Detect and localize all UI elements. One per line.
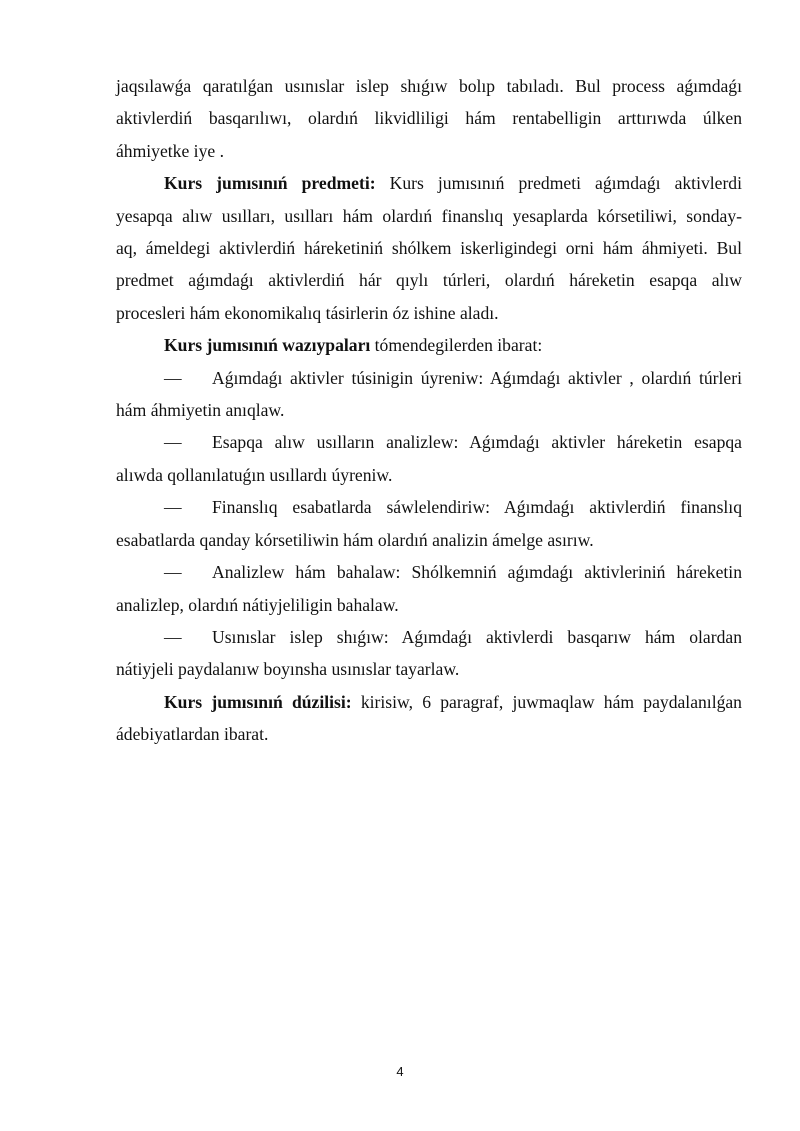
list-item xyxy=(116,362,742,427)
dash-bullet: — xyxy=(164,432,182,453)
dash-bullet: — xyxy=(164,562,182,583)
paragraph-line: áhmiyetke iye . xyxy=(116,140,224,161)
list-item-first-line xyxy=(116,621,742,653)
intro-paragraph xyxy=(116,70,742,167)
list-item-second-line: alıwda qollanılatuǵın usıllardı úyreniw. xyxy=(116,464,393,485)
paragraph-line xyxy=(116,686,742,718)
dash-bullet: — xyxy=(164,367,182,388)
subject-heading: Kurs jumısınıń predmeti: xyxy=(164,173,376,194)
list-item-text: Finanslıq esabatlarda sáwlelendiriw: Aǵımdaǵı aktivlerdiń finanslıq xyxy=(212,497,742,518)
list-item xyxy=(116,621,742,686)
paragraph-line: yesapqa alıw usılları, usılları hám olardıń finanslıq yesaplarda kórsetiliwi, sonday- xyxy=(116,205,742,226)
structure-text: kirisiw, 6 paragraf, juwmaqlaw hám paydalanılǵan xyxy=(351,691,742,712)
dash-bullet: — xyxy=(164,497,182,518)
dash-bullet: — xyxy=(164,626,182,647)
list-item-text: Aǵımdaǵı aktivler túsinigin úyreniw: Aǵımdaǵı aktivler , olardıń túrleri xyxy=(212,367,742,388)
structure-heading: Kurs jumısınıń dúzilisi: xyxy=(164,691,352,712)
page-number: 4 xyxy=(396,1064,404,1079)
list-item-second-line: analizlep, olardıń nátiyjeliligin bahalaw. xyxy=(116,594,399,615)
list-item xyxy=(116,556,742,621)
list-item-second-line: nátiyjeli paydalanıw boyınsha usınıslar tayarlaw. xyxy=(116,659,460,680)
list-item-text: Usınıslar islep shıǵıw: Aǵımdaǵı aktivlerdi basqarıw hám olardan xyxy=(212,626,742,647)
subject-paragraph xyxy=(116,167,742,329)
paragraph-line: ádebiyatlardan ibarat. xyxy=(116,724,269,745)
subject-text: Kurs jumısınıń predmeti aǵımdaǵı aktivlerdi xyxy=(375,173,742,194)
paragraph-line: aq, ámeldegi aktivlerdiń háreketiniń shólkem iskerligindegi orni hám áhmiyeti. Bul xyxy=(116,238,742,259)
list-item-text: Esapqa alıw usılların analizlew: Aǵımdaǵı aktivler háreketin esapqa xyxy=(212,432,742,453)
paragraph-line xyxy=(116,329,742,361)
paragraph-line xyxy=(116,167,742,199)
list-item xyxy=(116,426,742,491)
list-item xyxy=(116,491,742,556)
list-item-first-line xyxy=(116,362,742,394)
paragraph-line: jaqsılawǵa qaratılǵan usınıslar islep shıǵıw bolıp tabıladı. Bul process aǵımdaǵı xyxy=(116,76,742,96)
paragraph-line: aktivlerdiń basqarılıwı, olardıń likvidliligi hám rentabelligin arttırıwda úlken xyxy=(116,108,742,129)
document-body xyxy=(116,70,742,751)
structure-paragraph xyxy=(116,686,742,751)
paragraph-line: procesleri hám ekonomikalıq tásirlerin óz ishine aladı. xyxy=(116,302,499,323)
list-item-first-line xyxy=(116,426,742,458)
list-item-text: Analizlew hám bahalaw: Shólkemniń aǵımdaǵı aktivleriniń háreketin xyxy=(212,562,742,583)
paragraph-line: predmet aǵımdaǵı aktivlerdiń hár qıylı túrleri, olardıń háreketin esapqa alıw xyxy=(116,270,742,291)
tasks-heading: Kurs jumısınıń wazıypaları xyxy=(164,335,371,356)
tasks-intro: tómendegilerden ibarat: xyxy=(370,335,543,356)
tasks-section xyxy=(116,329,742,685)
list-item-second-line: hám áhmiyetin anıqlaw. xyxy=(116,400,285,421)
list-item-first-line xyxy=(116,491,742,523)
list-item-second-line: esabatlarda qanday kórsetiliwin hám olardıń analizin ámelge asırıw. xyxy=(116,529,594,550)
list-item-first-line xyxy=(116,556,742,588)
